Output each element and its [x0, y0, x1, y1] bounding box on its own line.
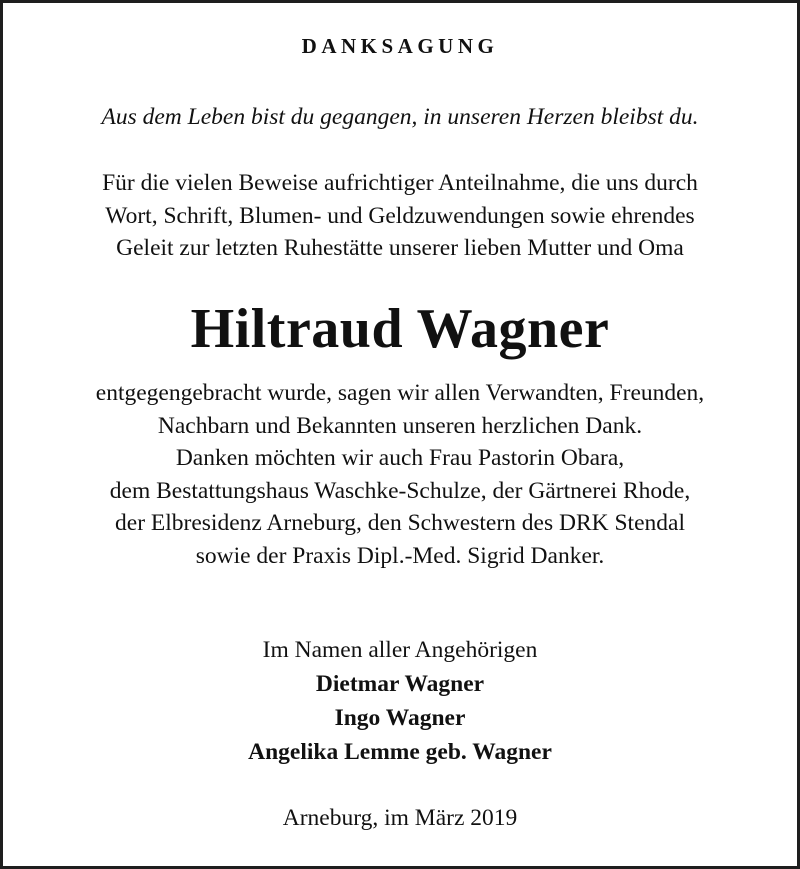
notice-heading: DANKSAGUNG [301, 34, 499, 58]
deceased-name: Hiltraud Wagner [190, 298, 610, 360]
thanks-line: sowie der Praxis Dipl.-Med. Sigrid Danker. [195, 542, 605, 569]
notice-motto: Aus dem Leben bist du gegangen, in unseren Herzen bleibst du. [101, 104, 699, 130]
thanks-line: entgegengebracht wurde, sagen wir allen Verwandten, Freunden, [95, 380, 705, 406]
relative-name: Ingo Wagner [334, 705, 466, 731]
thanks-line: dem Bestattungshaus Waschke-Schulze, der Gärtnerei Rhode, [109, 477, 691, 504]
thanks-line: Danken möchten wir auch Frau Pastorin Obara, [175, 445, 625, 471]
relative-name: Dietmar Wagner [315, 671, 485, 697]
intro-paragraph [3, 167, 797, 265]
relative-name: Angelika Lemme geb. Wagner [248, 739, 552, 765]
intro-line: Geleit zur letzten Ruhestätte unserer lieben Mutter und Oma [116, 235, 684, 261]
thanks-paragraph [3, 377, 797, 572]
place-date: Arneburg, im März 2019 [282, 805, 518, 831]
thanks-line: der Elbresidenz Arneburg, den Schwestern des DRK Stendal [115, 510, 685, 536]
intro-line: Für die vielen Beweise aufrichtiger Anteilnahme, die uns durch [102, 170, 698, 196]
signoff-block [3, 633, 797, 769]
signoff-intro: Im Namen aller Angehörigen [262, 637, 538, 663]
thanks-line: Nachbarn und Bekannten unseren herzlichen Dank. [157, 412, 643, 439]
intro-line: Wort, Schrift, Blumen- und Geldzuwendungen sowie ehrendes [105, 202, 695, 229]
